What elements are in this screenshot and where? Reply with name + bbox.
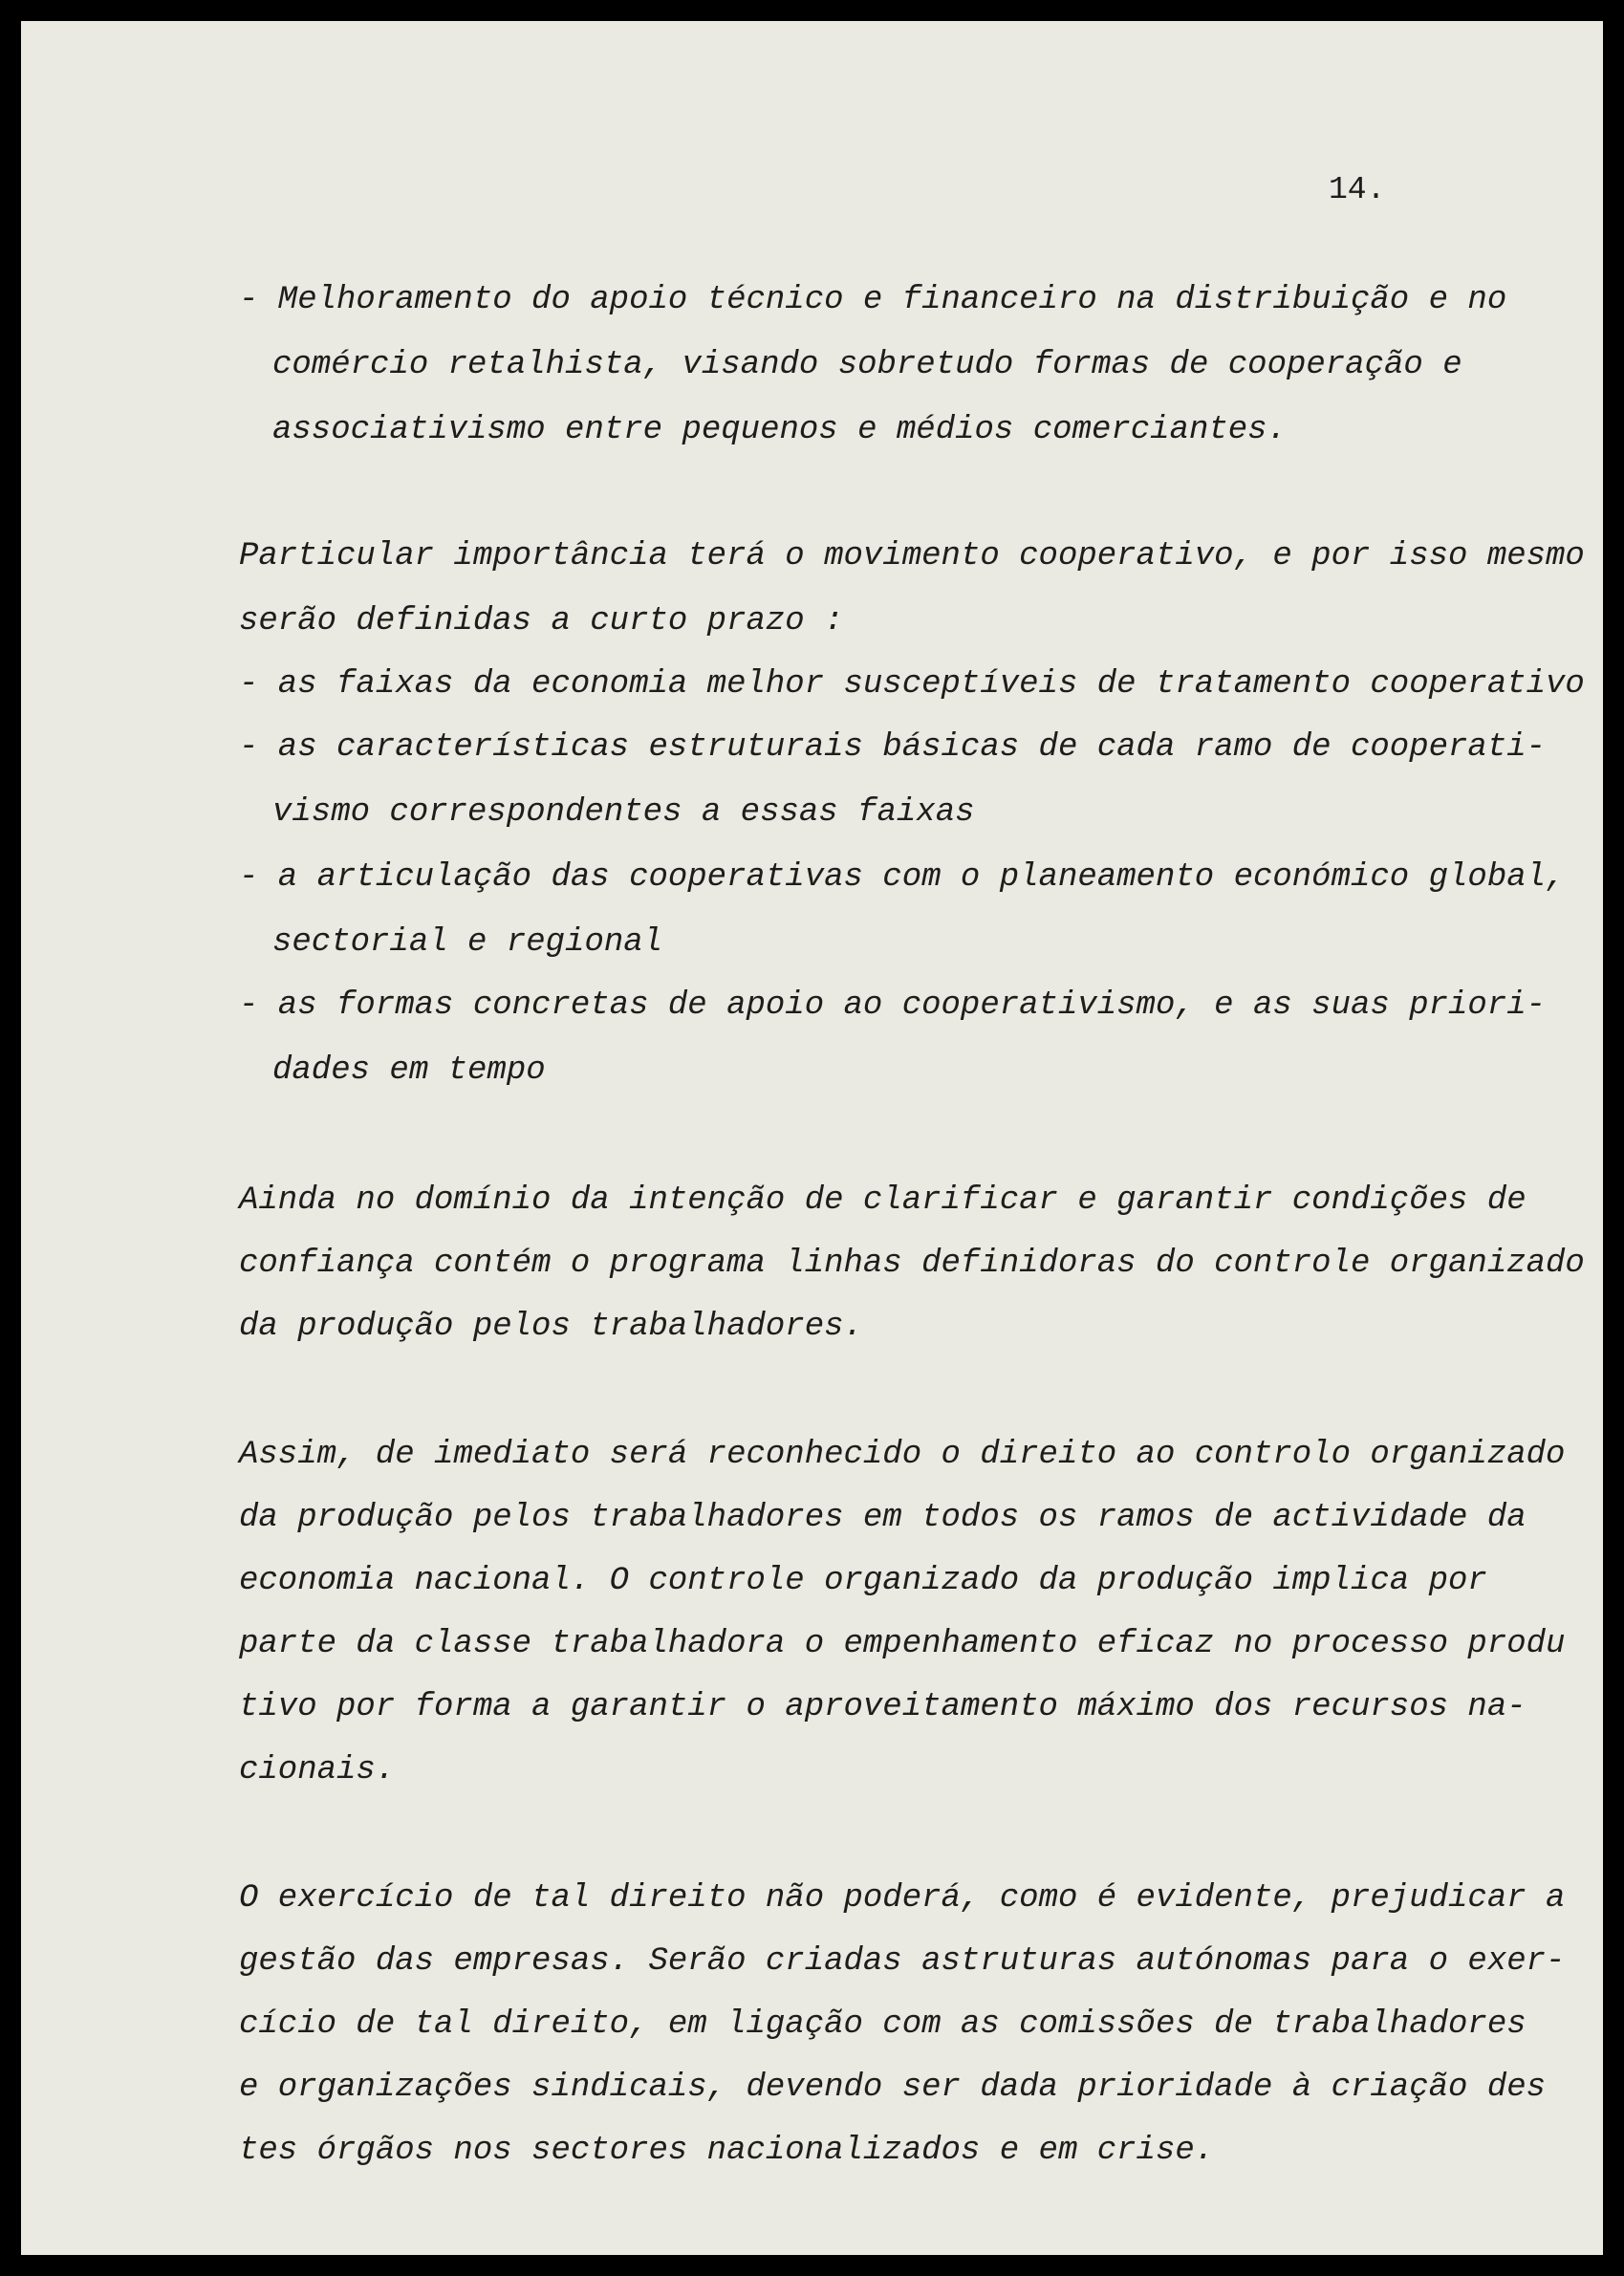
- text-line: associativismo entre pequenos e médios comerciantes.: [272, 412, 1287, 448]
- text-line: - Melhoramento do apoio técnico e financeiro na distribuição e no: [239, 282, 1507, 318]
- text-line: - as características estruturais básicas de cada ramo de cooperati-: [239, 729, 1547, 766]
- text-line: economia nacional. O controle organizado da produção implica por: [239, 1563, 1487, 1599]
- text-line: da produção pelos trabalhadores.: [239, 1309, 863, 1345]
- text-line: - as formas concretas de apoio ao cooperativismo, e as suas priori-: [239, 987, 1547, 1024]
- text-line: tivo por forma a garantir o aproveitamento máximo dos recursos na-: [239, 1689, 1527, 1725]
- text-line: cício de tal direito, em ligação com as comissões de trabalhadores: [239, 2006, 1527, 2043]
- text-line: parte da classe trabalhadora o empenhamento eficaz no processo produ: [239, 1626, 1566, 1662]
- text-line: - a articulação das cooperativas com o planeamento económico global,: [239, 859, 1566, 896]
- text-line: Particular importância terá o movimento cooperativo, e por isso mesmo: [239, 538, 1585, 574]
- text-line: e organizações sindicais, devendo ser dada prioridade à criação des: [239, 2070, 1547, 2106]
- text-line: Assim, de imediato será reconhecido o direito ao controlo organizado: [239, 1437, 1566, 1473]
- text-line: O exercício de tal direito não poderá, como é evidente, prejudicar a: [239, 1880, 1566, 1917]
- text-line: Ainda no domínio da intenção de clarificar e garantir condições de: [239, 1182, 1527, 1219]
- text-line: confiança contém o programa linhas definidoras do controle organizado: [239, 1246, 1585, 1282]
- text-line: comércio retalhista, visando sobretudo formas de cooperação e: [272, 347, 1462, 383]
- text-line: tes órgãos nos sectores nacionalizados e em crise.: [239, 2133, 1215, 2169]
- text-line: da produção pelos trabalhadores em todos os ramos de actividade da: [239, 1500, 1527, 1536]
- text-line: vismo correspondentes a essas faixas: [272, 794, 975, 831]
- text-line: cionais.: [239, 1752, 396, 1788]
- page-number: 14.: [1329, 172, 1386, 207]
- text-line: serão definidas a curto prazo :: [239, 603, 844, 639]
- text-line: dades em tempo: [272, 1052, 546, 1089]
- text-line: gestão das empresas. Serão criadas astruturas autónomas para o exer-: [239, 1943, 1566, 1980]
- text-line: - as faixas da economia melhor susceptíveis de tratamento cooperativo: [239, 666, 1585, 703]
- text-line: sectorial e regional: [272, 924, 663, 961]
